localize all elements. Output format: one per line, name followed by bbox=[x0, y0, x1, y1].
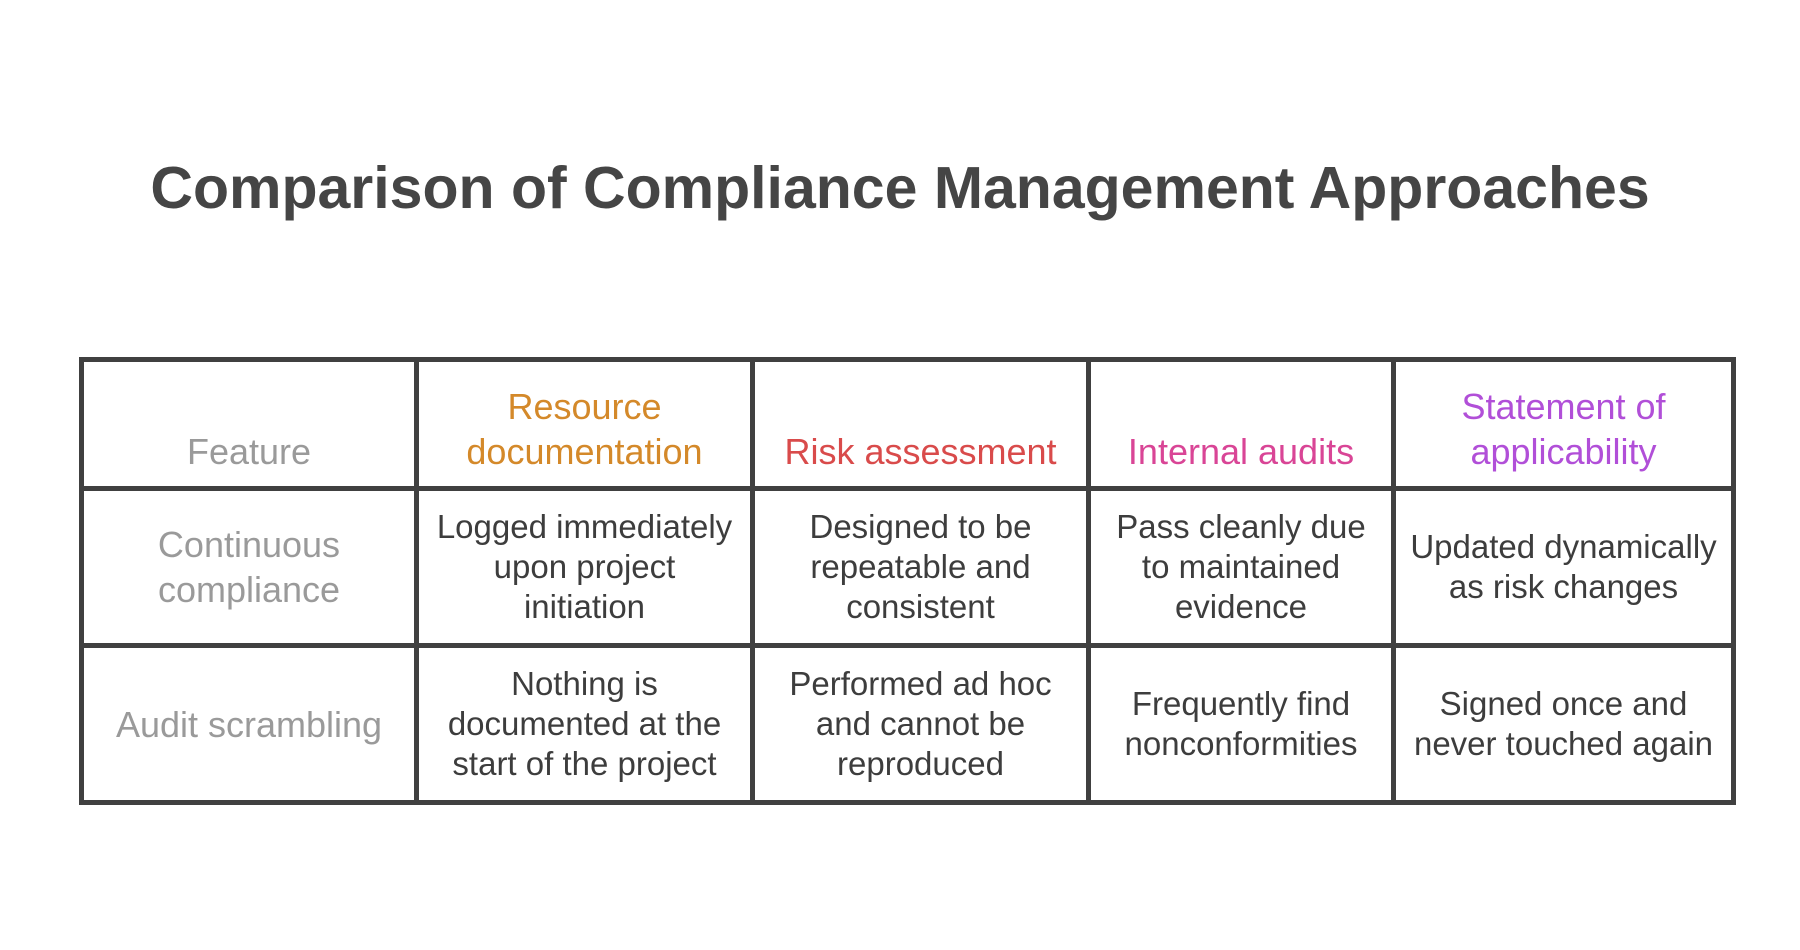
table-cell: Performed ad hoc and cannot be reproduced bbox=[753, 646, 1089, 803]
comparison-table bbox=[79, 357, 1736, 805]
column-header-internal-audits: Internal audits bbox=[1089, 360, 1394, 489]
table-row bbox=[82, 646, 1734, 803]
table-cell: Signed once and never touched again bbox=[1394, 646, 1734, 803]
table-cell: Updated dynamically as risk changes bbox=[1394, 489, 1734, 646]
table-cell: Nothing is documented at the start of the project bbox=[417, 646, 753, 803]
row-header-continuous-compliance: Continuous compliance bbox=[82, 489, 417, 646]
table-cell: Logged immediately upon project initiation bbox=[417, 489, 753, 646]
column-header-resource-documentation: Resource documentation bbox=[417, 360, 753, 489]
table-row bbox=[82, 489, 1734, 646]
row-header-audit-scrambling: Audit scrambling bbox=[82, 646, 417, 803]
table-cell: Pass cleanly due to maintained evidence bbox=[1089, 489, 1394, 646]
table-cell: Frequently find nonconformities bbox=[1089, 646, 1394, 803]
table-cell: Designed to be repeatable and consistent bbox=[753, 489, 1089, 646]
column-header-feature: Feature bbox=[82, 360, 417, 489]
page-title: Comparison of Compliance Management Approaches bbox=[150, 155, 1650, 221]
column-header-risk-assessment: Risk assessment bbox=[753, 360, 1089, 489]
table-header-row bbox=[82, 360, 1734, 489]
column-header-statement-of-applicability: Statement of applicability bbox=[1394, 360, 1734, 489]
